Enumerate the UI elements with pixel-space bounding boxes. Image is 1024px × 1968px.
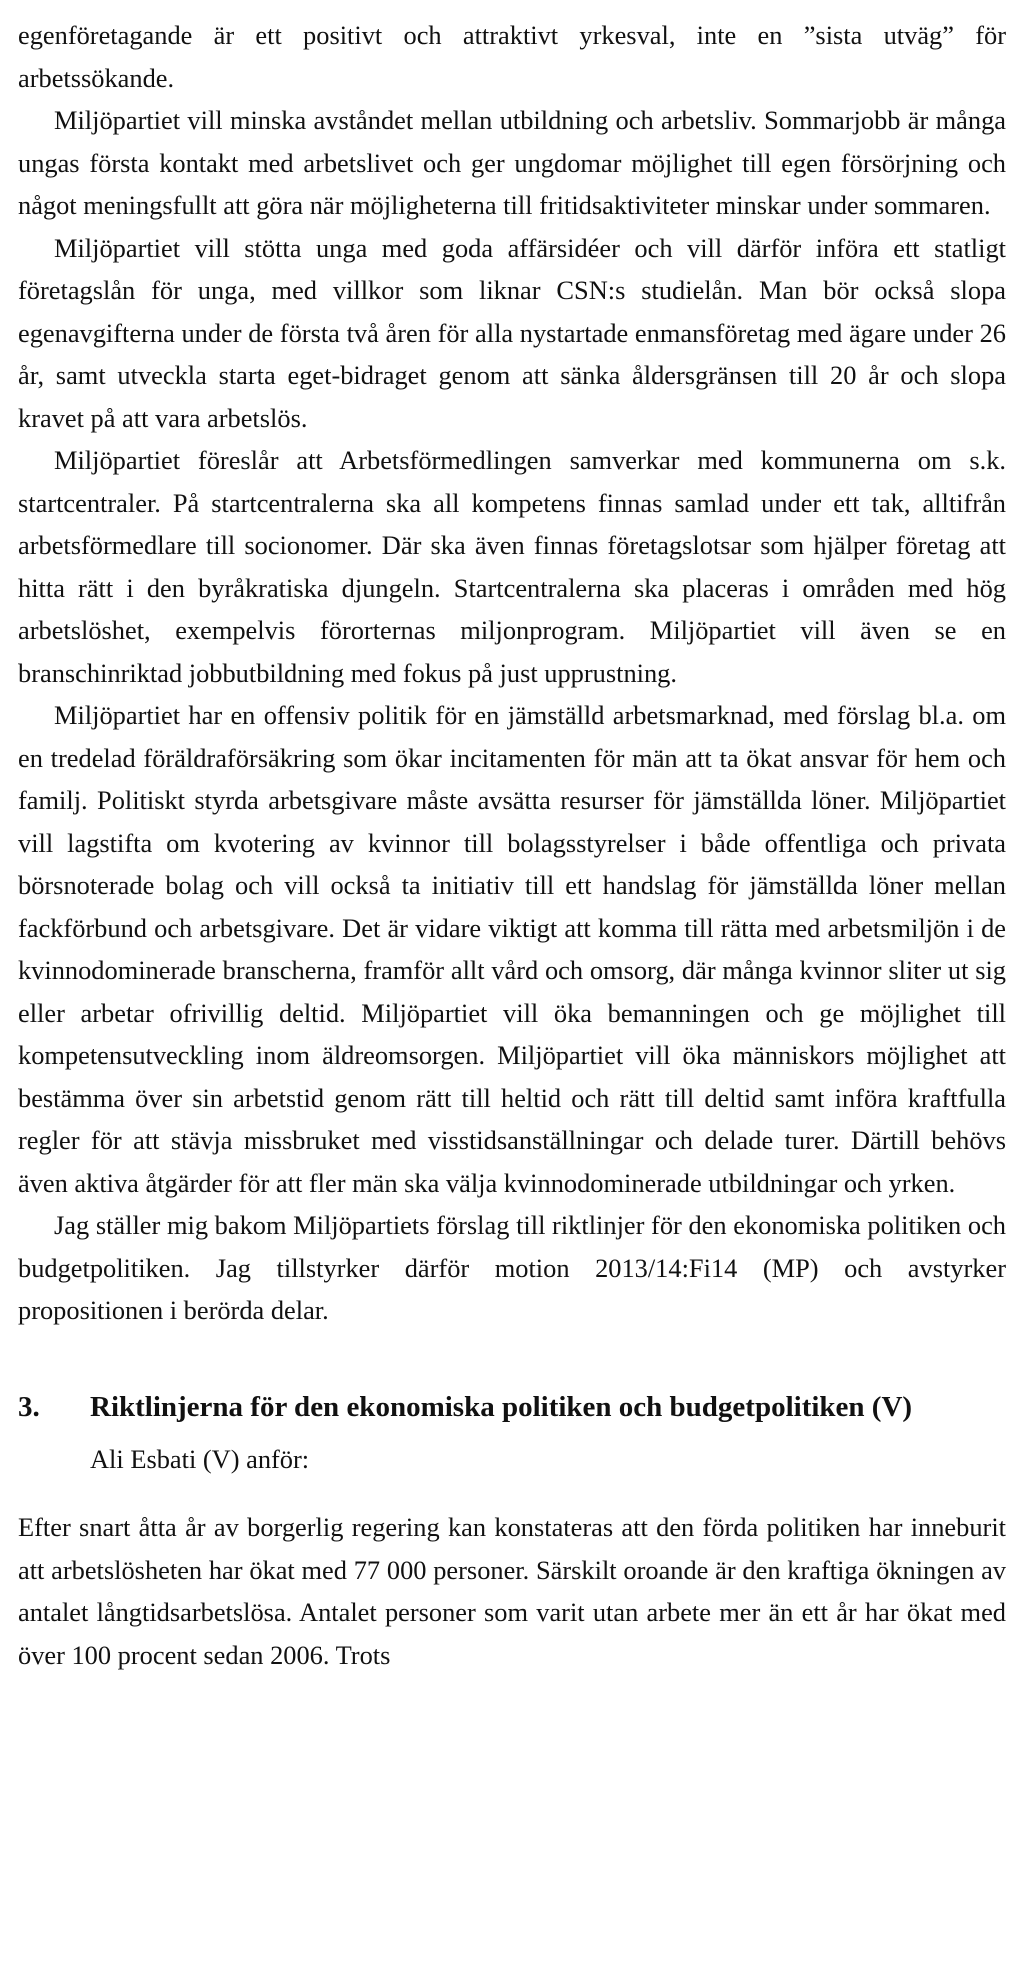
paragraph-startcentraler: Miljöpartiet föreslår att Arbetsförmedlingen samverkar med kommunerna om s.k. startcentraler. På startcentralerna ska all kompetens finnas samlad under ett tak, alltifrån arbetsförmedlare till socionomer. Där ska även finnas företagslotsar som hjälper företag att hitta rätt i den byråkratiska djungeln. Startcentralerna ska placeras i områden med hög arbetslöshet, exempelvis förorternas miljonprogram. Miljöpartiet vill även se en branschinriktad jobbutbildning med fokus på just upprustning. [18,445,1006,688]
section-number: 3. [18,1390,40,1423]
speaker-line: Ali Esbati (V) anför: [90,1443,310,1474]
paragraph-youth-loans: Miljöpartiet vill stötta unga med goda affärsidéer och vill därför införa ett statligt företagslån för unga, med villkor som liknar CSN:s studielån. Man bör också slopa egenavgifterna under de första två åren för alla nystartade enmansföretag med ägare under 26 år, samt utveckla starta eget-bidraget genom att sänka åldersgränsen till 20 år och slopa kravet på att vara arbetslös. [18,232,1006,433]
section-heading [18,1386,1006,1428]
paragraph-section-body: Efter snart åtta år av borgerlig regering kan konstateras att den förda politiken har inneburit att arbetslösheten har ökat med 77 000 personer. Särskilt oroande är den kraftiga ökningen av antalet långtidsarbetslösa. Antalet personer som varit utan arbete mer än ett år har ökat med över 100 procent sedan 2006. Trots [18,1512,1006,1670]
paragraph-conclusion: Jag ställer mig bakom Miljöpartiets förslag till riktlinjer för den ekonomiska politiken och budgetpolitiken. Jag tillstyrker därför motion 2013/14:Fi14 (MP) och avstyrker propositionen i berörda delar. [18,1210,1006,1325]
paragraph-summer-jobs: Miljöpartiet vill minska avståndet mellan utbildning och arbetsliv. Sommarjobb är många ungas första kontakt med arbetslivet och ger ungdomar möjlighet till egen försörjning och något meningsfullt att göra när möjligheterna till fritidsaktiviteter minskar under sommaren. [18,105,1006,220]
paragraph-continuation: egenföretagande är ett positivt och attraktivt yrkesval, inte en ”sista utväg” för arbetssökande. [18,20,1006,93]
section-title: Riktlinjerna för den ekonomiska politiken och budgetpolitiken (V) [90,1390,913,1423]
paragraph-equality: Miljöpartiet har en offensiv politik för en jämställd arbetsmarknad, med förslag bl.a. om en tredelad föräldraförsäkring som ökar incitamenten för män att ta ökat ansvar för hem och familj. Politiskt styrda arbetsgivare måste avsätta resurser för jämställda löner. Miljöpartiet vill lagstifta om kvotering av kvinnor till bolagsstyrelser i både offentliga och privata börsnoterade bolag och vill också ta initiativ till ett handslag för jämställda löner mellan fackförbund och arbetsgivare. Det är vidare viktigt att komma till rätta med arbetsmiljön i de kvinnodominerade branscherna, framför allt vård och omsorg, där många kvinnor sliter ut sig eller arbetar ofrivillig deltid. Miljöpartiet vill öka bemanningen och ge möjlighet till kompetensutveckling inom äldreomsorgen. Miljöpartiet vill öka människors möjlighet att bestämma över sin arbetstid genom rätt till heltid och rätt till deltid samt införa kraftfulla regler för att stävja missbruket med visstidsanställningar och delade turer. Därtill behövs även aktiva åtgärder för att fler män ska välja kvinnodominerade utbildningar och yrken. [18,700,1006,1198]
